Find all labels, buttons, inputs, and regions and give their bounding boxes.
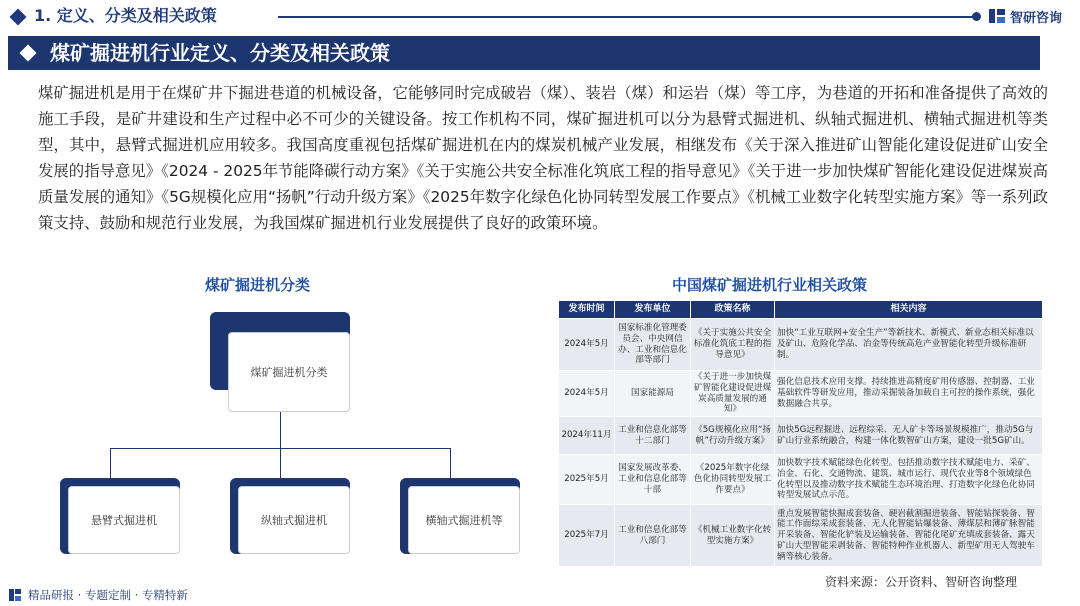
- cell-org: 工业和信息化部等八部门: [615, 505, 691, 567]
- classification-tree: [70, 300, 550, 570]
- cell-org: 国家标准化管理委员会、中央网信办、工业和信息化部等部门: [615, 319, 691, 371]
- section-title: 1. 定义、分类及相关政策: [34, 6, 217, 25]
- section-diamond-icon: [10, 9, 27, 26]
- cell-org: 国家能源局: [615, 371, 691, 417]
- page-title: 煤矿掘进机行业定义、分类及相关政策: [50, 41, 390, 65]
- banner-diamond-icon: [20, 45, 37, 62]
- column-header-date: 发布时间: [559, 301, 615, 319]
- brand-logo-icon: [8, 588, 22, 602]
- cell-date: 2024年5月: [559, 319, 615, 371]
- cell-content: 加快数字技术赋能绿色化转型。包括推动数字技术赋能电力、采矿、冶金、石化、交通物流、建筑、城市运行、现代农业等8个领域绿色化转型以及推动数字技术赋能生态环境治理、打造数字化绿色化协同转型发展试点示范。: [775, 455, 1043, 505]
- table-header-row: [559, 301, 1043, 319]
- cell-name: 《关于实施公共安全标准化筑底工程的指导意见》: [691, 319, 775, 371]
- cell-content: 加快5G远程掘进、远程综采、无人矿卡等场景规模推广，推动5G与矿山行业系统融合，构建一体化数智矿山方案，建设一批5G矿山。: [775, 417, 1043, 455]
- footer: [8, 586, 188, 604]
- title-banner: [8, 36, 1040, 70]
- tree-leaf-node: [400, 478, 520, 554]
- table-row: [559, 319, 1043, 371]
- cell-name: 《5G规模化应用“扬帆”行动升级方案》: [691, 417, 775, 455]
- source-note: 资料来源：公开资料、智研咨询整理: [825, 575, 1018, 589]
- leaf-node-label: 悬臂式掘进机: [68, 486, 180, 554]
- tree-connector-left: [110, 448, 111, 478]
- top-header: [0, 0, 1080, 34]
- table-row: [559, 505, 1043, 567]
- cell-date: 2024年5月: [559, 371, 615, 417]
- cell-date: 2024年11月: [559, 417, 615, 455]
- table-row: [559, 371, 1043, 417]
- cell-org: 工业和信息化部等十二部门: [615, 417, 691, 455]
- leaf-node-label: 纵轴式掘进机: [238, 486, 350, 554]
- tree-leaf-node: [230, 478, 350, 554]
- column-header-content: 相关内容: [775, 301, 1043, 319]
- intro-paragraph: 煤矿掘进机是用于在煤矿井下掘进巷道的机械设备，它能够同时完成破岩（煤）、装岩（煤）和运岩（煤）等工序，为巷道的开拓和准备提供了高效的施工手段，是矿井建设和生产过程中必不可少的关键设备。按工作机构不同，煤矿掘进机可以分为悬臂式掘进机、纵轴式掘进机、横轴式掘进机等类型，其中，悬臂式掘进机应用较多。我国高度重视包括煤矿掘进机在内的煤炭机械产业发展，相继发布《关于深入推进矿山智能化建设促进矿山安全发展的指导意见》《2024 - 2025年节能降碳行动方案》《关于实施公共安全标准化筑底工程的指导意见》《关于进一步加快煤矿智能化建设促进煤炭高质量发展的通知》《5G规模化应用“扬帆”行动升级方案》《2025年数字化绿色化协同转型发展工作要点》《机械工业数字化转型实施方案》等一系列政策支持、鼓励和规范行业发展，为我国煤矿掘进机行业发展提供了良好的政策环境。: [38, 84, 1048, 232]
- brand-logo-icon: [988, 7, 1006, 25]
- cell-name: 《2025年数字化绿色化协同转型发展工作要点》: [691, 455, 775, 505]
- footer-tagline: 精品研报 · 专题定制 · 专精特新: [28, 588, 188, 602]
- brand-logo: [988, 6, 1062, 26]
- leaf-node-label: 横轴式掘进机等: [408, 486, 520, 554]
- column-header-name: 政策名称: [691, 301, 775, 319]
- root-node-label: 煤矿掘进机分类: [228, 332, 350, 412]
- cell-org: 国家发展改革委、工业和信息化部等十部: [615, 455, 691, 505]
- tree-connector-middle: [280, 448, 281, 478]
- cell-date: 2025年5月: [559, 455, 615, 505]
- tree-root-node: [210, 312, 350, 422]
- cell-content: 加快“工业互联网+安全生产”等新技术、新模式、新业态相关标准以及矿山、危险化学品、冶金等传统高危产业智能化转型升级标准研制。: [775, 319, 1043, 371]
- column-header-org: 发布单位: [615, 301, 691, 319]
- cell-content: 强化信息技术应用支撑。持续推进高精度矿用传感器、控制器、工业基础软件等研发应用，推动采掘装备加载自主可控的操作系统，强化数据融合共享。: [775, 371, 1043, 417]
- tree-leaf-node: [60, 478, 180, 554]
- tree-connector-right: [450, 448, 451, 478]
- divider-dot-icon: [972, 12, 981, 21]
- policy-heading: 中国煤矿掘进机行业相关政策: [672, 276, 868, 294]
- brand-name: 智研咨询: [1010, 10, 1063, 26]
- cell-content: 重点发展智能快掘成套装备、硬岩截割掘进装备、智能钻探装备、智能工作面综采成套装备、无人化智能钻爆装备、薄煤层和薄矿脉智能开采装备、智能化铲装及运输装备、智能化尾矿充填成套装备、露天矿山大型智能采剥装备、智能特种作业机器人、新型矿用无人驾驶车辆等核心装备。: [775, 505, 1043, 567]
- cell-name: 《关于进一步加快煤矿智能化建设促进煤炭高质量发展的通知》: [691, 371, 775, 417]
- table-row: [559, 455, 1043, 505]
- tree-connector-vertical: [280, 412, 281, 448]
- table-row: [559, 417, 1043, 455]
- policy-table: [558, 300, 1043, 567]
- classification-heading: 煤矿掘进机分类: [205, 276, 311, 294]
- cell-date: 2025年7月: [559, 505, 615, 567]
- cell-name: 《机械工业数字化转型实施方案》: [691, 505, 775, 567]
- section-divider: [278, 16, 974, 18]
